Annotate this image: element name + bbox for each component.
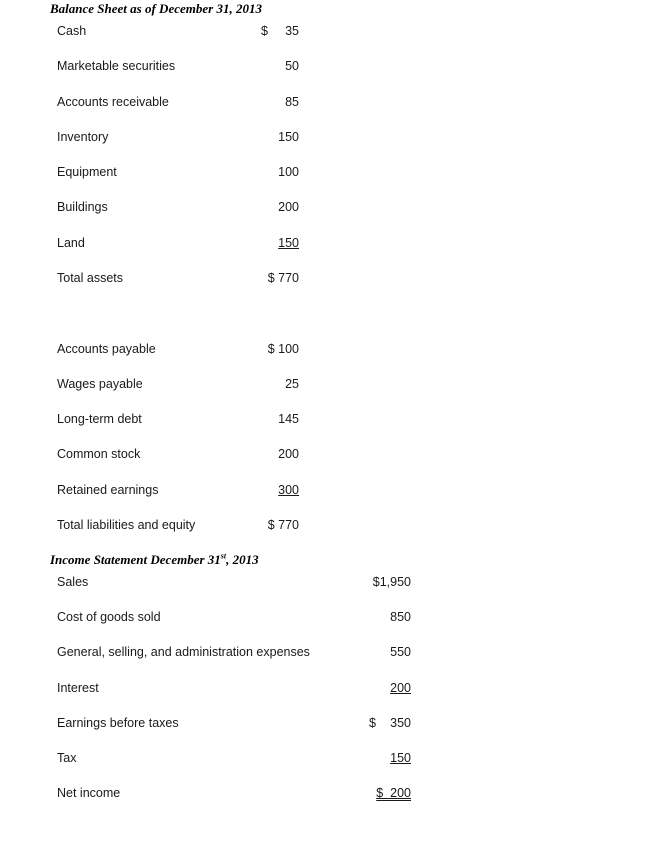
asset-label-inventory: Inventory (57, 130, 109, 144)
income-label-ebt: Earnings before taxes (57, 716, 179, 730)
income-label-interest: Interest (57, 681, 99, 695)
balance-sheet-title: Balance Sheet as of December 31, 2013 (50, 1, 262, 16)
asset-label-total-assets: Total assets (57, 271, 124, 285)
income-label-sales: Sales (57, 575, 89, 589)
liability-label-wages-payable: Wages payable (57, 377, 143, 391)
asset-label-buildings: Buildings (57, 200, 108, 214)
asset-label-land: Land (57, 236, 85, 250)
income-statement-title-main: Income Statement December 31 (50, 552, 221, 567)
asset-label-equipment: Equipment (57, 165, 117, 179)
equity-label-retained-earnings: Retained earnings (57, 483, 159, 497)
asset-label-cash: Cash (57, 24, 87, 38)
value-total-liabilities-equity: $ 770 (267, 518, 299, 532)
asset-label-accounts-receivable: Accounts receivable (57, 95, 169, 109)
liability-value-wages-payable: 25 (285, 377, 299, 391)
equity-value-retained-earnings: 300 (278, 483, 299, 497)
income-value-cogs: 850 (390, 610, 411, 624)
asset-value-buildings: 200 (278, 200, 299, 214)
asset-value-cash: 35 (285, 24, 299, 38)
asset-label-marketable-securities: Marketable securities (57, 59, 176, 73)
asset-dollar-cash: $ (261, 24, 268, 38)
income-statement-title-suffix: st (220, 551, 227, 561)
asset-value-marketable-securities: 50 (285, 59, 299, 73)
equity-value-common-stock: 200 (278, 447, 299, 461)
income-label-tax: Tax (57, 751, 77, 765)
income-value-net-income: $ 200 (376, 786, 411, 800)
asset-value-total-assets: $ 770 (267, 271, 299, 285)
income-value-interest: 200 (390, 681, 411, 695)
asset-value-land: 150 (278, 236, 299, 250)
income-label-cogs: Cost of goods sold (57, 610, 161, 624)
income-label-net-income: Net income (57, 786, 121, 800)
income-value-tax: 150 (390, 751, 411, 765)
income-label-sga: General, selling, and administration expenses (57, 645, 310, 659)
asset-value-accounts-receivable: 85 (285, 95, 299, 109)
liability-label-accounts-payable: Accounts payable (57, 342, 156, 356)
label-total-liabilities-equity: Total liabilities and equity (57, 518, 196, 532)
asset-value-inventory: 150 (278, 130, 299, 144)
equity-label-common-stock: Common stock (57, 447, 141, 461)
income-dollar-ebt: $ (369, 716, 376, 730)
income-value-sga: 550 (390, 645, 411, 659)
liability-value-long-term-debt: 145 (278, 412, 299, 426)
income-statement-title (50, 552, 259, 568)
liability-value-accounts-payable: $ 100 (267, 342, 299, 356)
income-value-ebt: 350 (390, 716, 411, 730)
liability-label-long-term-debt: Long-term debt (57, 412, 142, 426)
income-value-sales: $1,950 (372, 575, 411, 589)
asset-value-equipment: 100 (278, 165, 299, 179)
income-statement-title-year: , 2013 (226, 552, 259, 567)
